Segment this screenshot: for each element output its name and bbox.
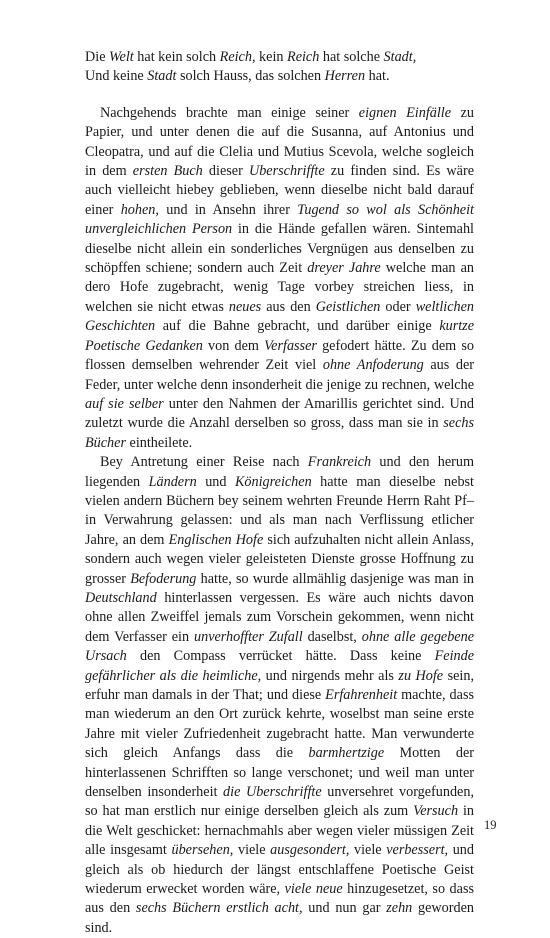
verse-line-2 [85,67,474,86]
italic-text-run: die Uberschriffte [223,784,322,801]
text-run: sich aufzuhalten nicht allein Anlass, sondern auch wegen vieler geleisteten Dienste grosse Hoffnung zu grosser [85,531,474,587]
text-run: Bey Antretung einer Reise nach [100,454,308,471]
text-run: und nun gar [302,900,387,917]
italic-text-run: Frankreich [307,454,372,471]
text-run: welche man an dero Hofe zugebracht, wenig Tage vorbey streichen liess, in welchen sie nicht etwas [85,260,474,315]
italic-text-run: Stadt [147,68,177,85]
italic-text-run: Ländern [148,473,197,490]
italic-text-run: eignen Einfälle [358,104,452,121]
paragraph-2 [85,453,474,938]
text-run: hinterlassen vergessen. Es wäre auch nichts davon ohne allen Zweiffel jemals zum Vorschein gekommen, wenn nicht dem Verfasser ein [85,589,474,645]
paragraph-1 [85,104,474,453]
italic-text-run: Befoderung [130,570,197,587]
text-run: machte, dass man wiederum an den Ort zurück kehrte, woselbst man seine erste Jahre mit vieler Zufriedenheit zugebracht hatte. Man verwunderte sich gleich Anfangs dass die [85,687,474,762]
text-run: viele [349,842,387,859]
italic-text-run: zehn [386,900,413,917]
page-number: 19 [484,818,497,832]
text-run: von dem [202,337,265,354]
text-run: den Compass verrücket hätte. Dass keine [126,648,435,665]
italic-text-run: Königreichen [234,473,312,490]
italic-text-run: hohen, [120,201,159,218]
text-run: und nirgends mehr als [261,667,399,684]
text-run: solch Hauss, das solchen [176,68,325,85]
text-run: unter den Nahmen der Amarillis gerichtet sind. Und zuletzt wurde die Anzahl derselben so gross, dass man sie in [85,395,474,432]
italic-text-run: ausgesondert, [270,842,350,859]
italic-text-run: neues [228,298,262,315]
italic-text-run: ersten Buch [132,163,203,180]
italic-text-run: dreyer Jahre [307,260,381,277]
italic-text-run: sechs Bücher [85,415,474,451]
italic-text-run: Uberschriffte [248,163,325,180]
italic-text-run: Tugend so wol als Schönheit unvergleichlichen Person [85,201,474,238]
text-run: Und keine [85,68,148,85]
italic-text-run: Deutschland [85,589,157,606]
text-run: zu Papier, und unter denen die auf die Susanna, auf Antonius und Cleopatra, und auf die Clelia und Mutius Scevola, welche sogleich in dem [85,104,474,180]
italic-text-run: unverhoffter Zufall [194,628,303,645]
italic-text-run: Feinde gefährlicher als die heimliche, [85,648,474,684]
text-run: geworden sind. [85,900,474,936]
text-run: hat kein solch [133,49,220,65]
italic-text-run: Reich, [219,49,256,65]
text-run: oder [380,298,416,315]
text-run: aus den [261,298,316,315]
text-run: viele [233,842,271,859]
text-run: unversehret vorgefunden, so hat man erstlich nur einige derselben gleich als zum [85,784,474,820]
text-run: Nachgehends brachte man einige seiner [100,104,359,121]
book-page [85,48,474,938]
italic-text-run: viele neue [284,881,343,898]
text-run: und [196,473,235,490]
italic-text-run: Englischen Hofe [168,531,264,548]
italic-text-run: Verfasser [264,337,317,354]
text-run: kein [255,49,288,65]
italic-text-run: Versuch [413,803,459,820]
text-run: aus der Feder, unter welche denn insonderheit die jenige zu rechnen, welche [85,357,475,393]
text-run: dieser [202,163,249,180]
text-run: auf die Bahne gebracht, und darüber einige [155,318,440,335]
italic-text-run: zu Hofe [398,667,444,684]
text-run: in die Welt geschicket: hernachmahls aber wegen vieler müssigen Zeit alle insgesamt [85,803,475,859]
text-run: eintheilete. [125,434,193,451]
italic-text-run: verbessert, [386,842,449,859]
text-run: Motten der hinterlassenen Schrifften so lange verschonet; und weil man unter denselben insonderheit [85,745,474,801]
text-run: und den herum liegenden [85,454,474,490]
text-run: hatte man dieselbe nebst vielen andern Büchern bey seinem wehrten Freunde Herrn Raht Pf– in Verwahrung gelassen: und als man nach Verflissung etlicher Jahre, an dem [85,473,475,548]
verse-line-1 [85,48,474,67]
text-run: daselbst, [302,628,362,645]
text-run: zu finden sind. Es wäre auch vielleicht hiebey geblieben, wenn dieselbe nicht bald darauf einer [85,163,474,218]
text-run: hatte, so wurde allmählig dasjenige was man in [196,570,474,587]
italic-text-run: Geistlichen [315,298,381,315]
text-run: sein, erfuhr man damals in der That; und diese [85,667,474,703]
text-run: Die [85,49,110,65]
text-run: hat solche [319,49,384,65]
italic-text-run: weltlichen Geschichten [85,298,474,335]
text-run: und in Ansehn ihrer [158,201,298,218]
italic-text-run: Reich [287,49,320,65]
italic-text-run: sechs Büchern erstlich acht, [135,900,303,917]
italic-text-run: übersehen, [171,842,234,859]
italic-text-run: Stadt, [383,49,417,65]
italic-text-run: Erfahrenheit [325,687,398,703]
text-run: in die Hände gefallen wären. Sintemahl dieselbe nicht allein ein sonderliches Vergnügen aus denselben zu schöpffen schiene; sondern auch Zeit [85,221,474,277]
text-run: hat. [365,68,390,85]
text-run: gefodert hätte. Zu dem so flossen demselben wehrender Zeit viel [85,337,474,374]
text-run: hinzugesetzet, so dass aus den [85,881,474,917]
italic-text-run: kurtze Poetische Gedanken [85,318,474,354]
italic-text-run: Welt [109,49,134,65]
italic-text-run: ohne alle gegebene Ursach [85,628,474,665]
text-run: und gleich als ob hiedurch der längst entschlaffene Poetische Geist wiederum erwecket worden wäre, [85,842,474,898]
verse-couplet [85,48,474,87]
italic-text-run: auf sie selber [85,395,164,412]
italic-text-run: Herren [324,68,366,85]
italic-text-run: barmhertzige [308,745,385,762]
italic-text-run: ohne Anfoderung [322,357,424,374]
